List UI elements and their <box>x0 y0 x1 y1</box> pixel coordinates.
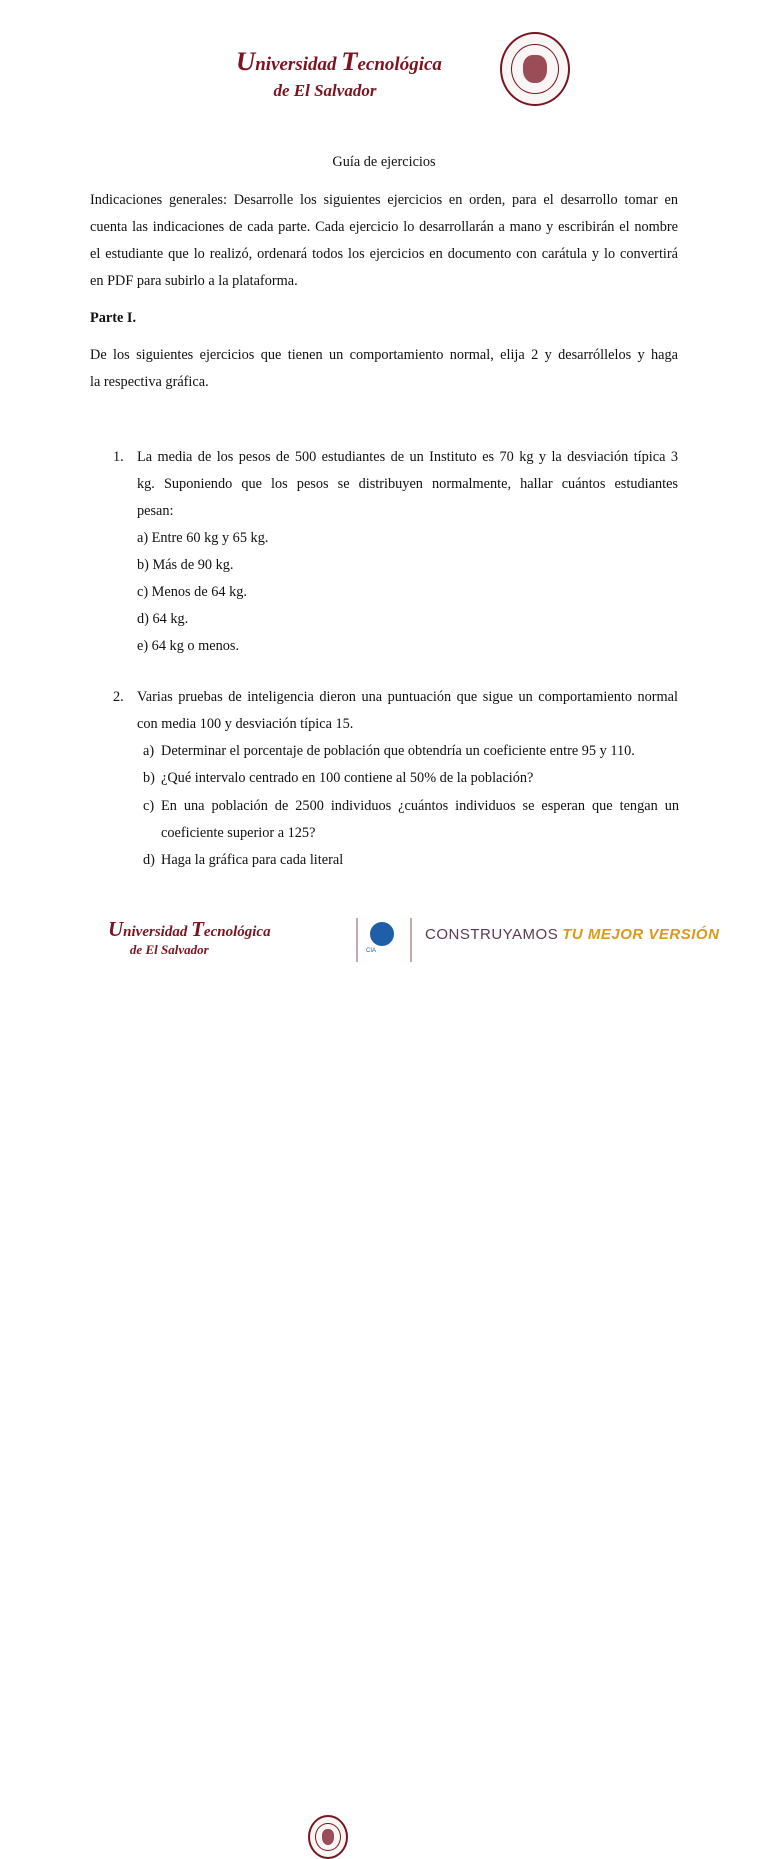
option-e: e) 64 kg o menos. <box>137 638 240 654</box>
question-number: 2. <box>113 689 124 705</box>
footer-seal-icon <box>308 1815 348 1859</box>
part-intro: De los siguientes ejercicios que tienen un comportamiento normal, elija 2 y desarróllelos y haga la respectiva gráfica. <box>90 347 678 390</box>
option-a: a) Entre 60 kg y 65 kg. <box>137 530 269 546</box>
footer-slogan: CONSTRUYAMOS TU MEJOR VERSIÓN <box>425 926 720 943</box>
part-heading: Parte I. <box>90 310 137 326</box>
page-footer <box>0 900 768 980</box>
university-seal-icon <box>500 32 570 106</box>
logo-text-1: niversidad <box>255 54 342 75</box>
cia-label: CIA <box>366 948 377 954</box>
footer-divider <box>356 918 358 962</box>
question-number: 1. <box>113 449 124 465</box>
document-title: Guía de ejercicios <box>332 154 436 170</box>
option-c: c) Menos de 64 kg. <box>137 584 247 600</box>
footer-university-logo: Universidad Tecnológica de El Salvador <box>108 917 271 957</box>
logo-text-2: ecnológica <box>357 54 442 75</box>
logo-initial-u: U <box>236 46 256 76</box>
header-university-logo <box>236 48 442 104</box>
cia-logo-icon <box>370 922 394 946</box>
option-d: d) 64 kg. <box>137 611 189 627</box>
footer-divider <box>410 918 412 962</box>
logo-initial-t: T <box>341 46 358 76</box>
logo-subtitle: de El Salvador <box>273 81 377 100</box>
general-instructions: Indicaciones generales: Desarrolle los siguientes ejercicios en orden, para el desarrollo tomar en cuenta las indicaciones de cada parte. Cada ejercicio lo desarrollarán a mano y escribirán el nombre el estudiante que lo realizó, ordenará todos los ejercicios en documento con carátula y lo convertirá en PDF para subirlo a la plataforma. <box>90 192 678 289</box>
option-b: b) Más de 90 kg. <box>137 557 234 573</box>
